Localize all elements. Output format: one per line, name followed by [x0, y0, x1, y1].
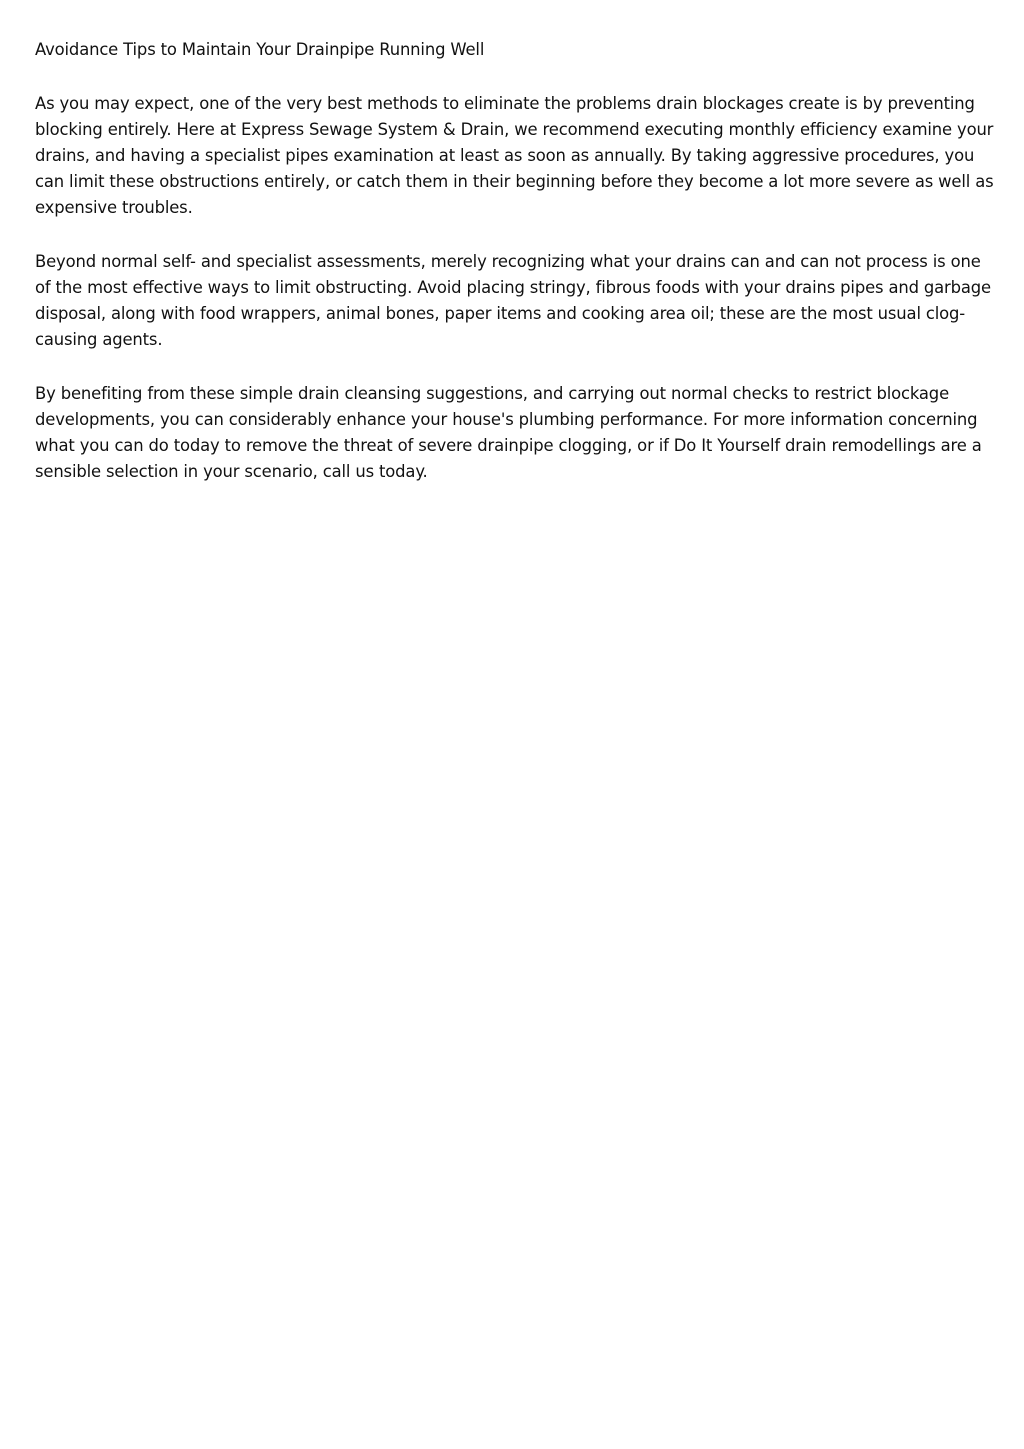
paragraph-assessments: Beyond normal self- and specialist assessments, merely recognizing what your drains can and can not process is one of the most effective ways to limit obstructing. Avoid placing stringy, fibrous foods with your drains pipes and garbage disposal, along with food wrappers, animal bones, paper items and cooking area oil; these are the most usual clog-causing agents.	[35, 252, 991, 349]
paragraph-conclusion: By benefiting from these simple drain cleansing suggestions, and carrying out normal checks to restrict blockage developments, you can considerably enhance your house's plumbing performance. For more information concerning what you can do today to remove the threat of severe drainpipe clogging, or if Do It Yourself drain remodellings are a sensible selection in your scenario, call us today.	[35, 384, 982, 481]
document-page	[35, 37, 995, 513]
paragraph-prevention: As you may expect, one of the very best methods to eliminate the problems drain blockages create is by preventing blocking entirely. Here at Express Sewage System & Drain, we recommend executing monthly efficiency examine your drains, and having a specialist pipes examination at least as soon as annually. By taking aggressive procedures, you can limit these obstructions entirely, or catch them in their beginning before they become a lot more severe as well as expensive troubles.	[35, 94, 994, 217]
document-title: Avoidance Tips to Maintain Your Drainpipe Running Well	[35, 40, 485, 59]
